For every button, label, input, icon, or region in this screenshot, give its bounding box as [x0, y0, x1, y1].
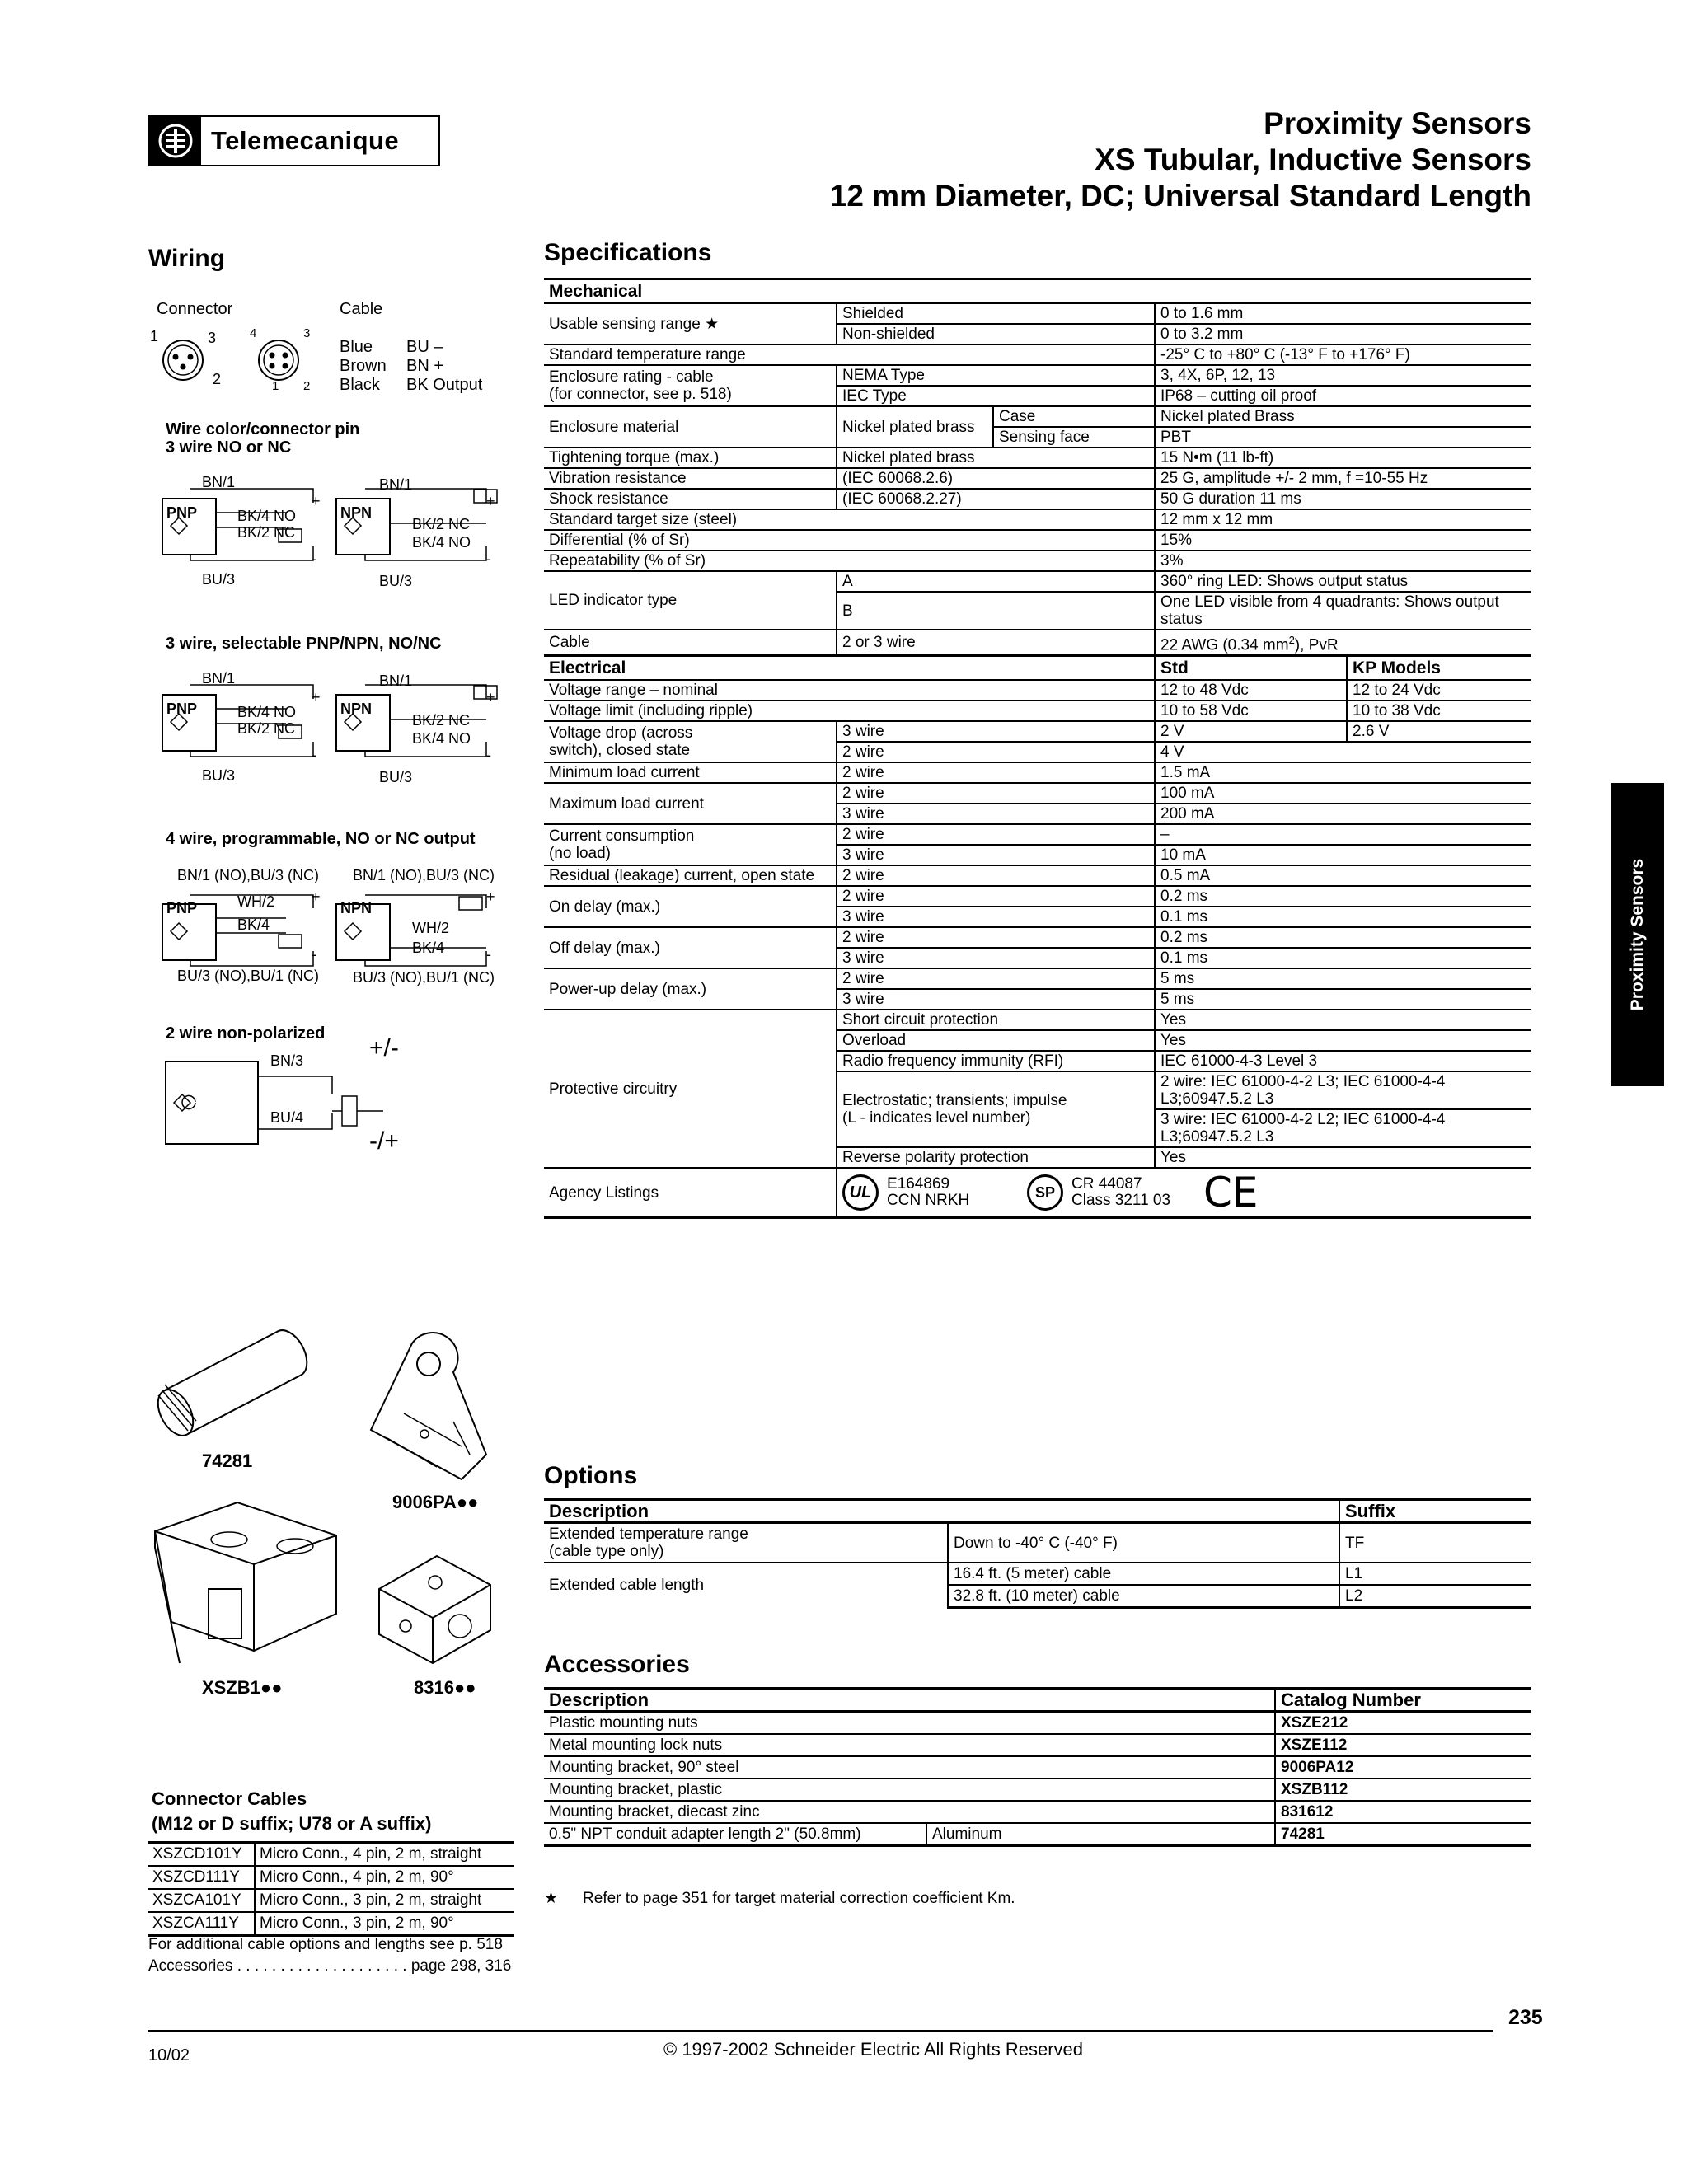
table-row: XSZCA111Y Micro Conn., 3 pin, 2 m, 90° [148, 1912, 514, 1936]
minus-label: - [312, 551, 316, 567]
plus-label: + [312, 689, 321, 705]
pin-label: 2 [303, 379, 311, 393]
pin-label: 1 [150, 328, 159, 344]
page-title: Proximity Sensors [1264, 106, 1531, 140]
table-row: Usable sensing range ★ Shielded 0 to 1.6 mm [544, 303, 1531, 324]
page-titles [830, 105, 1531, 214]
table-row: IEC Type IP68 – cutting oil proof [544, 386, 1531, 406]
table-row: 3 wire: IEC 61000-4-2 L2; IEC 61000-4-4 L3;60947.5.2 L3 [544, 1109, 1531, 1147]
mounting-bracket-image [363, 1331, 495, 1488]
table-row: Agency Listings UL E164869 CCN NRKH SP CR 44087 Class 3211 03 CE [544, 1168, 1531, 1217]
table-row: Tightening torque (max.) Nickel plated brass 15 N•m (11 lb-ft) [544, 448, 1531, 468]
wire-label: BN/1 [202, 474, 236, 490]
wire-label: WH/2 [412, 920, 449, 936]
section-side-tab: Proximity Sensors [1611, 783, 1664, 1086]
table-row: Extended cable length 16.4 ft. (5 meter) cable L1 [544, 1563, 1531, 1585]
wire-label: BK/4 NO [412, 730, 471, 747]
mechanical-section: Mechanical [544, 279, 1531, 304]
wire-label: BK/4 NO [412, 534, 471, 551]
footnote: ★ Refer to page 351 for target material correction coefficient Km. [544, 1890, 1015, 1907]
pnp-label: PNP [166, 701, 198, 717]
electrical-section: Electrical [544, 656, 1155, 681]
cables-heading: Connector Cables (M12 or D suffix; U78 or A suffix) [152, 1788, 432, 1834]
wire-label: BK/4 NO [237, 704, 297, 720]
product-label-8316: 8316●● [414, 1677, 476, 1698]
wire-label: BU/3 [202, 571, 236, 588]
wire-label: BN/1 (NO),BU/3 (NC) [353, 867, 495, 883]
pin-label: 2 [213, 371, 222, 387]
table-row: Standard temperature range -25° C to +80° C (-13° F to +176° F) [544, 344, 1531, 365]
ce-mark-icon: CE [1203, 1169, 1259, 1217]
wire-label: BU/3 (NO),BU/1 (NC) [177, 968, 320, 984]
ul-listing-icon: UL [842, 1174, 879, 1211]
wiring-section-1: Wire color/connector pin 3 wire NO or NC [166, 420, 360, 457]
table-row: B One LED visible from 4 quadrants: Shows output status [544, 592, 1531, 630]
options-table: Description Suffix Extended temperature range (cable type only) Down to -40° C (-40° F) TF Extended cable length 16.4 ft. (5 meter) cable L1 32.8 ft. (10 meter) cable L2 [544, 1498, 1531, 1609]
plus-label: + [312, 493, 321, 509]
wire-label: BU/3 [379, 573, 413, 589]
table-row: Off delay (max.) 2 wire 0.2 ms [544, 927, 1531, 948]
table-row: 3 wire 10 mA [544, 845, 1531, 865]
minus-label: - [486, 747, 491, 763]
wire-label: WH/2 [237, 893, 274, 910]
table-row: Mounting bracket, plastic XSZB112 [544, 1779, 1531, 1801]
table-row: Power-up delay (max.) 2 wire 5 ms [544, 968, 1531, 989]
connector-cables-table [148, 1841, 514, 1937]
table-row: Protective circuitry Short circuit protection Yes [544, 1010, 1531, 1030]
table-row: Standard target size (steel) 12 mm x 12 mm [544, 509, 1531, 530]
cables-note: For additional cable options and lengths see p. 518 Accessories . . . . . . . . . . . . . . . . . . . . page 298, 316 [148, 1936, 512, 1975]
table-row: Non-shielded 0 to 3.2 mm [544, 324, 1531, 344]
npn-label: NPN [340, 900, 373, 916]
table-row: Metal mounting lock nuts XSZE112 [544, 1734, 1531, 1756]
table-row: Overload Yes [544, 1030, 1531, 1051]
wire-label: BK/2 NC [412, 516, 471, 532]
pin-label: 3 [208, 330, 217, 346]
table-row: Reverse polarity protection Yes [544, 1147, 1531, 1168]
table-row: Radio frequency immunity (RFI) IEC 61000-4-3 Level 3 [544, 1051, 1531, 1071]
wire-label: BU/3 [202, 767, 236, 784]
table-row: On delay (max.) 2 wire 0.2 ms [544, 886, 1531, 907]
table-row: Electrostatic; transients; impulse (L - indicates level number) 2 wire: IEC 61000-4-2 L3; IEC 61000-4-4 L3;60947.5.2 L3 [544, 1071, 1531, 1109]
diecast-bracket-image [371, 1548, 495, 1671]
csa-listing-icon: SP [1027, 1174, 1063, 1211]
table-row: Mounting bracket, diecast zinc 831612 [544, 1801, 1531, 1823]
plastic-bracket-image [147, 1498, 345, 1680]
plus-label: + [486, 888, 495, 905]
accessories-table: Description Catalog Number Plastic mounting nuts XSZE212 Metal mounting lock nuts XSZE112 Mounting bracket, 90° steel 9006PA12 Mounting bracket, plastic XSZB112 Mounting bracket, diecast zinc 831612 0.5" NPT conduit adapter length 2" (50.8mm) Aluminum 74281 [544, 1687, 1531, 1847]
wire-label: BK/2 NC [237, 524, 296, 541]
page-subtitle-2: 12 mm Diameter, DC; Universal Standard Length [829, 179, 1531, 213]
table-row: XSZCD101Y Micro Conn., 4 pin, 2 m, straight [148, 1843, 514, 1867]
pin-label: 1 [272, 379, 279, 393]
product-label-9006pa: 9006PA●● [392, 1492, 479, 1512]
table-row: Plastic mounting nuts XSZE212 [544, 1712, 1531, 1735]
wire-label: BU/4 [270, 1109, 304, 1126]
wire-label: BN/1 [379, 673, 413, 689]
plus-label: + [486, 493, 495, 509]
table-row: 3 wire 0.1 ms [544, 907, 1531, 927]
minus-label: - [486, 946, 491, 963]
wire-label: BN/1 (NO),BU/3 (NC) [177, 867, 320, 883]
table-row: Voltage limit (including ripple) 10 to 58 Vdc 10 to 38 Vdc [544, 701, 1531, 721]
footer-rule [148, 2030, 1493, 2032]
logo-mark-icon [150, 117, 201, 165]
wire-label: BU/3 [379, 769, 413, 785]
wire-label: BN/3 [270, 1052, 304, 1069]
footer-date: 10/02 [148, 2046, 190, 2064]
table-row: Repeatability (% of Sr) 3% [544, 551, 1531, 571]
table-row: Extended temperature range (cable type only) Down to -40° C (-40° F) TF [544, 1523, 1531, 1563]
polarity-label: +/- [369, 1034, 399, 1062]
table-row: Maximum load current 2 wire 100 mA [544, 783, 1531, 804]
table-row: Residual (leakage) current, open state 2 wire 0.5 mA [544, 865, 1531, 886]
logo-text: Telemecanique [211, 126, 400, 155]
pin-label: 3 [303, 326, 311, 340]
page-number: 235 [1508, 2006, 1543, 2029]
npn-label: NPN [340, 701, 373, 717]
table-row: Differential (% of Sr) 15% [544, 530, 1531, 551]
wiring-section-3: 4 wire, programmable, NO or NC output [166, 830, 476, 848]
table-row: Sensing face PBT [544, 427, 1531, 448]
cable-colors: Blue Brown Black [340, 338, 387, 394]
wire-label: BK/4 NO [237, 508, 297, 524]
pnp-label: PNP [166, 900, 198, 916]
pin-label: 4 [250, 326, 257, 340]
table-row: 3 wire 200 mA [544, 804, 1531, 824]
polarity-label: -/+ [369, 1127, 399, 1155]
table-row: 2 wire 4 V [544, 742, 1531, 762]
wire-label: BK/2 NC [412, 712, 471, 729]
table-row: Mounting bracket, 90° steel 9006PA12 [544, 1756, 1531, 1779]
footer-copyright: © 1997-2002 Schneider Electric All Rights Reserved [663, 2039, 1084, 2060]
table-row: Voltage drop (across switch), closed state 3 wire 2 V 2.6 V [544, 721, 1531, 742]
wire-label: BU/3 (NO),BU/1 (NC) [353, 969, 495, 986]
wire-label: BN/1 [202, 670, 236, 687]
wire-label: BN/1 [379, 476, 413, 493]
minus-label: - [312, 946, 316, 963]
table-row: Voltage range – nominal 12 to 48 Vdc 12 to 24 Vdc [544, 680, 1531, 701]
table-row: Minimum load current 2 wire 1.5 mA [544, 762, 1531, 783]
conduit-adapter-image [147, 1317, 320, 1449]
npn-label: NPN [340, 504, 373, 521]
plus-label: + [486, 689, 495, 705]
table-row: LED indicator type A 360° ring LED: Shows output status [544, 571, 1531, 592]
product-label-xszb1: XSZB1●● [202, 1677, 283, 1698]
product-label-74281: 74281 [202, 1451, 253, 1471]
connector-pin-icon [148, 326, 330, 400]
accessories-heading: Accessories [544, 1651, 690, 1678]
options-heading: Options [544, 1462, 638, 1489]
table-row: 3 wire 0.1 ms [544, 948, 1531, 968]
cable-codes: BU – BN + BK Output [406, 338, 483, 394]
pnp-label: PNP [166, 504, 198, 521]
connector-label: Connector [157, 300, 233, 318]
table-row: 3 wire 5 ms [544, 989, 1531, 1010]
table-row: Shock resistance (IEC 60068.2.27) 50 G duration 11 ms [544, 489, 1531, 509]
specifications-heading: Specifications [544, 239, 712, 266]
wire-label: BK/4 [412, 940, 445, 956]
table-row: Enclosure material Nickel plated brass Case Nickel plated Brass [544, 406, 1531, 427]
brand-logo [148, 115, 440, 166]
table-row: Cable 2 or 3 wire 22 AWG (0.34 $mm^2$), PvR [544, 630, 1531, 656]
wire-label: BK/2 NC [237, 720, 296, 737]
table-row: XSZCD111Y Micro Conn., 4 pin, 2 m, 90° [148, 1866, 514, 1889]
plus-label: + [312, 888, 321, 905]
minus-label: - [486, 551, 491, 567]
wiring-section-2: 3 wire, selectable PNP/NPN, NO/NC [166, 635, 442, 653]
minus-label: - [312, 747, 316, 763]
cable-label: Cable [340, 300, 383, 318]
table-row: XSZCA101Y Micro Conn., 3 pin, 2 m, straight [148, 1889, 514, 1912]
table-row: Enclosure rating - cable (for connector, see p. 518) NEMA Type 3, 4X, 6P, 12, 13 [544, 365, 1531, 386]
table-row: 0.5" NPT conduit adapter length 2" (50.8mm) Aluminum 74281 [544, 1823, 1531, 1846]
wiring-section-4: 2 wire non-polarized [166, 1024, 326, 1043]
table-row: 32.8 ft. (10 meter) cable L2 [544, 1585, 1531, 1608]
star-icon: ★ [544, 1890, 559, 1907]
specifications-table: Mechanical Usable sensing range ★ Shielded 0 to 1.6 mm Non-shielded 0 to 3.2 mm Standard temperature range -25° C to +80° C (-13° F to +176° F) Enclosure rating - cable (for connector, see p. 518) NEMA Type 3, 4X, 6P, 12, 13 IEC Type IP68 – cutting oil proof Enclosure material Nickel plated brass Case Nickel plated Brass Sensing face PBT Tightening torque (max.) Nickel plated brass 15 N•m (11 lb-ft) Vibration resistance (IEC 60068.2.6) 25 G, amplitude +/- 2 mm, f =10-55 Hz Shock resistance (IEC 60068.2.27) 50 G duration 11 ms Standard target size (steel) 12 mm x 12 mm Differential (% of Sr) 15% Repeatability (% of Sr) 3% LED indicator type A 360° ring LED: Shows output status B One LED visible from 4 quadrants: Shows output status Cable 2 or 3 wire 22 AWG (0.34 $mm^2$), PvR Electrical Std KP Models Voltage range – nominal 12 to 48 Vdc 12 to 24 Vdc Voltage limit (including ripple) 10 to 58 Vdc 10 to 38 Vdc Voltage drop (across switch), closed state 3 wire 2 V 2.6 V 2 wire 4 V Minimum load current 2 wire 1.5 mA Maximum load current 2 wire 100 mA 3 wire 200 mA Current consumption (no load) 2 wire – 3 wire 10 mA Residual (leakage) current, open state 2 wire 0.5 mA On delay (max.) 2 wire 0.2 ms 3 wire 0.1 ms Off delay (max.) 2 wire 0.2 ms 3 wire 0.1 ms Power-up delay (max.) 2 wire 5 ms 3 wire 5 ms Protective circuitry Short circuit protection Yes Overload Yes Radio frequency immunity (RFI) IEC 61000-4-3 Level 3 Electrostatic; transients; impulse (L - indicates level number) 2 wire: IEC 61000-4-2 L3; IEC 61000-4-4 L3;60947.5.2 L3 3 wire: IEC 61000-4-2 L2; IEC 61000-4-4 L3;60947.5.2 L3 Reverse polarity protection Yes Agency Listings UL E164869 CCN NRKH SP CR 44087 Class 3211 03 CE [544, 278, 1531, 1219]
wiring-heading: Wiring [148, 245, 226, 272]
page-subtitle: XS Tubular, Inductive Sensors [1095, 143, 1531, 176]
table-row: Current consumption (no load) 2 wire – [544, 824, 1531, 845]
table-row: Vibration resistance (IEC 60068.2.6) 25 G, amplitude +/- 2 mm, f =10-55 Hz [544, 468, 1531, 489]
wire-label: BK/4 [237, 916, 270, 933]
